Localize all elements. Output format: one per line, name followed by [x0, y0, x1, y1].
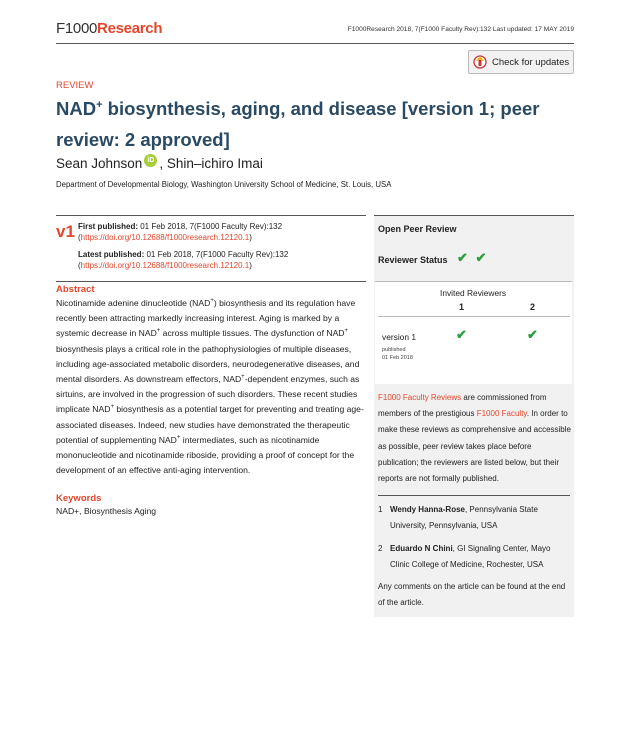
first-published-close: ) — [249, 233, 252, 242]
latest-published-close: ) — [249, 261, 252, 270]
abstract-segment: biosynthesis as a potential target for preventing and treating age-associated diseases. Indeed, new studies have demonstrated the therapeutic potential of supplementing NAD — [56, 404, 364, 445]
logo-prefix: F1000 — [56, 20, 98, 37]
reviewer-status-check-icons: ✔ ✔ — [457, 250, 489, 265]
reviewer-affiliation: , Pennsylvania State University, Pennsylvania, USA — [390, 505, 538, 530]
reviewers-divider — [378, 495, 570, 496]
author-name[interactable]: Sean Johnson — [56, 156, 143, 171]
check-for-updates-label: Check for updates — [492, 56, 570, 68]
abstract-segment: -dependent enzymes, such as sirtuins, are involved in the progression of such disorders. These recent studies implicate NAD — [56, 374, 360, 415]
version-1-label: version 1 — [382, 332, 416, 342]
reviewer-column-2: 2 — [530, 302, 536, 312]
author-name[interactable]: , Shin–ichiro Imai — [159, 156, 263, 171]
version-divider — [56, 215, 366, 216]
article-type-label: REVIEW — [56, 80, 94, 91]
note-text-1: are commissioned from members of the prestigious — [378, 393, 547, 419]
abstract-superscript: + — [156, 328, 161, 335]
latest-published-doi-link[interactable]: https://doi.org/10.12688/f1000research.12120.1 — [80, 261, 250, 270]
author-list — [56, 154, 263, 173]
keywords-heading: Keywords — [56, 493, 102, 504]
reviewer-entry — [378, 502, 571, 534]
title-part1: NAD — [56, 98, 97, 120]
reviewer-number: 2 — [378, 544, 383, 553]
reviewer-name: Eduardo N Chini — [390, 544, 453, 553]
invited-reviewers-label: Invited Reviewers — [440, 288, 507, 298]
abstract-superscript: + — [241, 374, 245, 381]
abstract-segment: Nicotinamide adenine dinucleotide (NAD — [56, 298, 211, 308]
first-published-text: 01 Feb 2018, 7(F1000 Faculty Rev):132 ( — [78, 222, 283, 242]
reviewer-2-approved-check-icon[interactable]: ✔ — [527, 327, 538, 342]
reviewer-1-approved-check-icon[interactable]: ✔ — [456, 327, 467, 342]
abstract-superscript: + — [344, 328, 349, 335]
reviewer-status-label: Reviewer Status — [378, 255, 448, 265]
check-for-updates-button[interactable] — [468, 50, 574, 74]
first-published-info — [78, 221, 368, 243]
title-superscript: + — [96, 99, 103, 111]
comments-note: Any comments on the article can be found at the end of the article. — [378, 582, 566, 607]
version-tag: v1 — [56, 222, 75, 241]
reviewer-number: 1 — [378, 505, 383, 514]
title-part2: biosynthesis, aging, and disease [version 1; peer review: 2 approved] — [56, 98, 540, 151]
abstract-heading: Abstract — [56, 284, 95, 295]
logo-suffix: Research — [97, 20, 163, 37]
version-published-date: 01 Feb 2018 — [382, 355, 413, 361]
abstract-divider — [56, 281, 366, 282]
header-divider — [56, 43, 574, 44]
abstract-text — [56, 296, 368, 478]
author-affiliation: Department of Developmental Biology, Washington University School of Medicine, St. Louis, USA — [56, 180, 392, 189]
faculty-reviews-link[interactable]: F1000 Faculty Reviews — [378, 393, 462, 402]
abstract-superscript: + — [110, 404, 114, 411]
abstract-segment: across multiple tissues. The dysfunction of NAD — [160, 328, 345, 339]
abstract-superscript: + — [210, 298, 214, 305]
keywords-text: NAD+, Biosynthesis Aging — [56, 506, 157, 516]
latest-published-text: 01 Feb 2018, 7(F1000 Faculty Rev):132 ( — [78, 250, 289, 270]
citation-line: F1000Research 2018, 7(F1000 Faculty Rev):132 Last updated: 17 MAY 2019 — [347, 26, 574, 33]
abstract-segment: intermediates, such as nicotinamide mononucleotide and nicotinamide riboside, providing a proof of concept for the development of an effective anti-aging intervention. — [56, 434, 355, 476]
faculty-link[interactable]: F1000 Faculty — [476, 409, 527, 419]
abstract-superscript: + — [176, 434, 181, 441]
first-published-doi-link[interactable]: https://doi.org/10.12688/f1000research.12120.1 — [80, 233, 250, 242]
f1000-logo — [56, 20, 162, 37]
reviewer-entry — [378, 541, 571, 573]
reviewer-affiliation: , GI Signaling Center, Mayo Clinic College of Medicine, Rochester, USA — [390, 544, 551, 569]
reviewer-name: Wendy Hanna-Rose — [390, 505, 465, 514]
first-published-label: First published: — [78, 222, 138, 231]
open-peer-review-title: Open Peer Review — [378, 224, 457, 234]
check-for-updates-icon — [473, 55, 487, 69]
abstract-segment: biosynthesis plays a critical role in the pathophysiologies of multiple diseases, including age-associated metabolic disorders, neurodegenerative diseases, and mental disorders. As downstream effectors, NAD — [56, 343, 360, 385]
article-title — [56, 90, 576, 155]
version-published-label: published — [382, 347, 406, 353]
orcid-icon[interactable]: iD — [144, 154, 157, 167]
faculty-review-note — [378, 390, 571, 487]
reviewer-column-1: 1 — [459, 302, 465, 312]
version-1-published — [382, 346, 413, 362]
latest-published-info — [78, 249, 368, 271]
note-text-2: . In order to make these reviews as comprehensive and accessible as possible, peer review takes place before publication; the reviewers are listed below, but their reports are not formally published. — [378, 409, 571, 484]
latest-published-label: Latest published: — [78, 250, 145, 259]
abstract-segment: ) biosynthesis and its regulation have recently been attracting markedly increasing interest. Aging is marked by a systemic decrease in NAD — [56, 298, 356, 339]
reviewer-table-divider — [378, 316, 570, 317]
